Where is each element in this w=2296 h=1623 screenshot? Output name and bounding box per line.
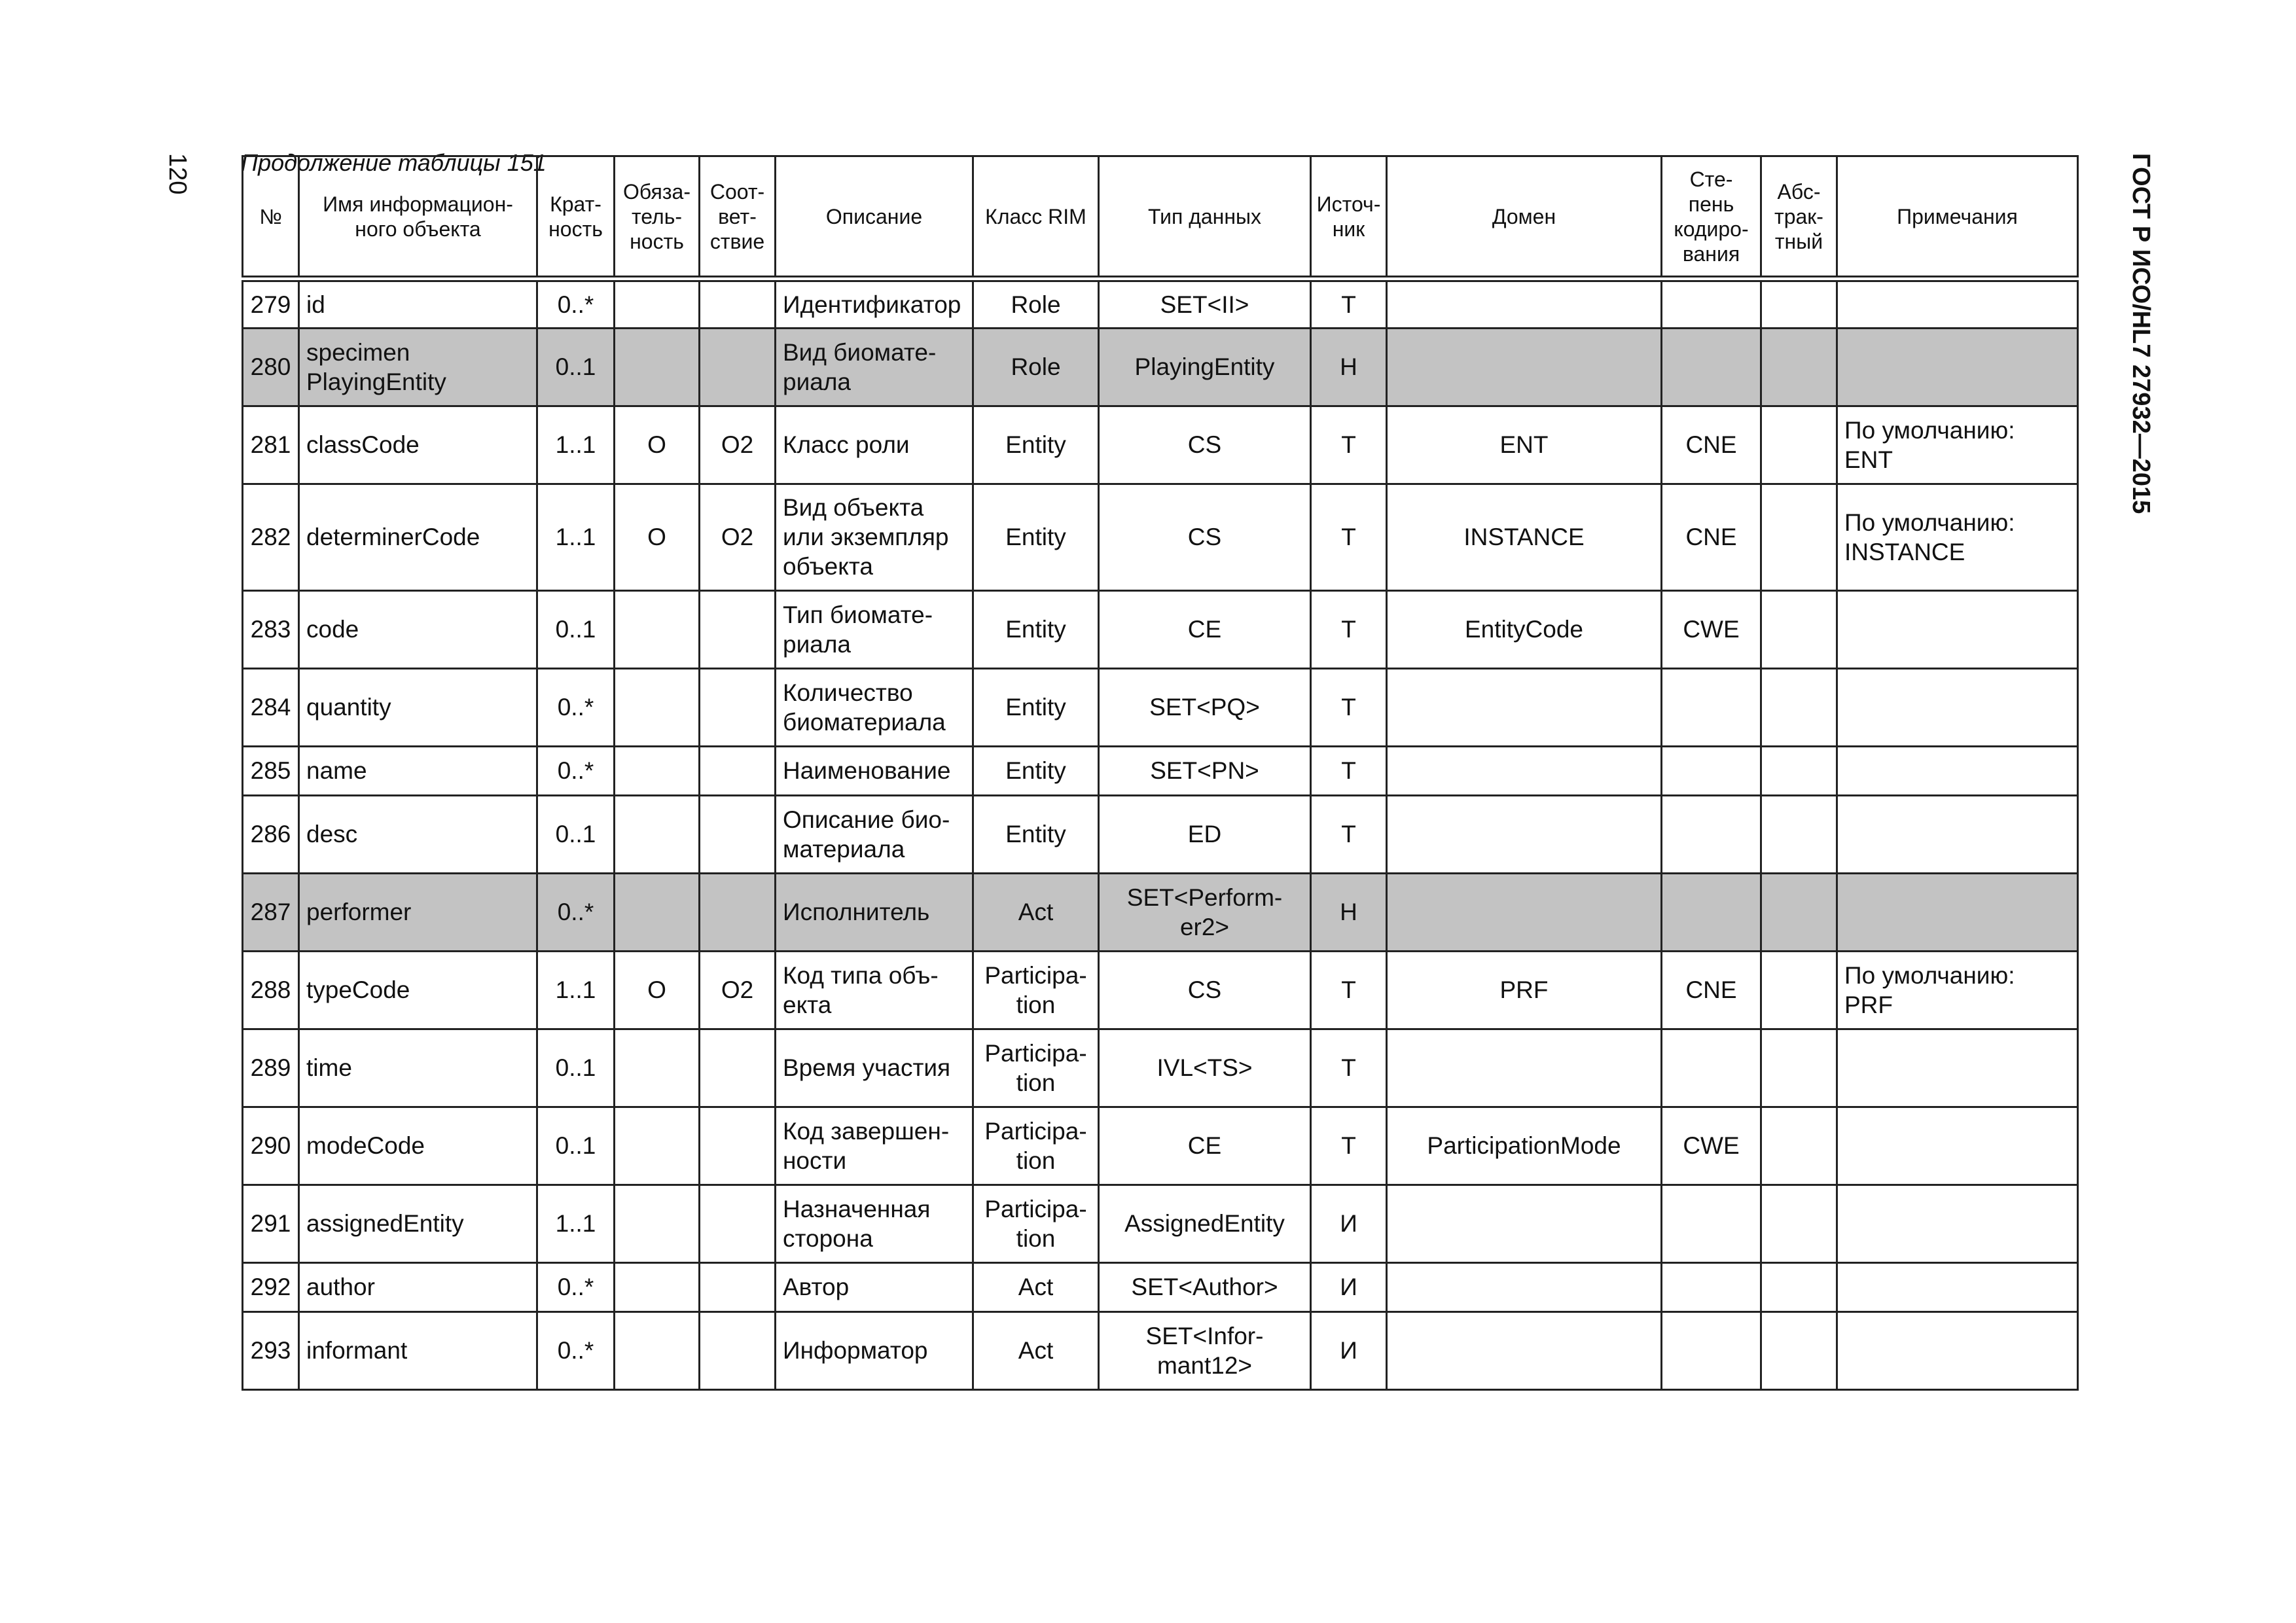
cell-data-type: SET<Perform- er2> (1099, 873, 1311, 951)
cell-rim-class: Role (973, 328, 1099, 406)
cell-abstract (1761, 951, 1837, 1029)
cell-number: 293 (243, 1311, 299, 1389)
cell-number: 290 (243, 1107, 299, 1185)
cell-number: 289 (243, 1029, 299, 1107)
cell-mandatory: О (615, 406, 700, 484)
cell-number: 287 (243, 873, 299, 951)
cell-rim-class: Participa- tion (973, 1029, 1099, 1107)
cell-abstract (1761, 746, 1837, 795)
cell-coding-strength (1662, 1185, 1761, 1262)
cell-rim-class: Entity (973, 795, 1099, 873)
cell-notes (1837, 590, 2078, 668)
cell-description: Назначенная сторона (776, 1185, 973, 1262)
cell-rim-class: Entity (973, 406, 1099, 484)
cell-coding-strength (1662, 668, 1761, 746)
cell-object-name: desc (299, 795, 537, 873)
table-row (243, 1311, 2078, 1389)
cell-source: Т (1311, 951, 1387, 1029)
cell-object-name: author (299, 1262, 537, 1311)
cell-coding-strength: CWE (1662, 1107, 1761, 1185)
cell-number: 281 (243, 406, 299, 484)
cell-source: Т (1311, 795, 1387, 873)
cell-notes (1837, 279, 2078, 328)
cell-multiplicity: 0..* (537, 668, 615, 746)
table-row (243, 328, 2078, 406)
header-object-name: Имя информацион- ного объекта (299, 156, 537, 279)
cell-domain (1387, 1185, 1662, 1262)
cell-data-type: SET<Infor- mant12> (1099, 1311, 1311, 1389)
cell-coding-strength (1662, 1311, 1761, 1389)
cell-source: Т (1311, 1029, 1387, 1107)
cell-description: Класс роли (776, 406, 973, 484)
cell-conformance (700, 873, 776, 951)
cell-domain: PRF (1387, 951, 1662, 1029)
cell-coding-strength (1662, 795, 1761, 873)
cell-number: 283 (243, 590, 299, 668)
cell-data-type: CS (1099, 484, 1311, 590)
cell-source: Т (1311, 746, 1387, 795)
header-conformance: Соот- вет- ствие (700, 156, 776, 279)
cell-rim-class: Entity (973, 590, 1099, 668)
cell-multiplicity: 0..1 (537, 328, 615, 406)
cell-data-type: IVL<TS> (1099, 1029, 1311, 1107)
cell-object-name: determinerCode (299, 484, 537, 590)
cell-conformance (700, 1262, 776, 1311)
cell-notes: По умолчанию: INSTANCE (1837, 484, 2078, 590)
cell-data-type: SET<PN> (1099, 746, 1311, 795)
cell-conformance: О2 (700, 951, 776, 1029)
cell-coding-strength (1662, 279, 1761, 328)
cell-multiplicity: 0..* (537, 746, 615, 795)
cell-source: Т (1311, 590, 1387, 668)
cell-source: Т (1311, 406, 1387, 484)
cell-mandatory: О (615, 951, 700, 1029)
cell-rim-class: Act (973, 873, 1099, 951)
cell-source: И (1311, 1262, 1387, 1311)
cell-object-name: quantity (299, 668, 537, 746)
cell-notes (1837, 873, 2078, 951)
cell-domain: ENT (1387, 406, 1662, 484)
cell-multiplicity: 0..1 (537, 1107, 615, 1185)
cell-multiplicity: 0..* (537, 1311, 615, 1389)
cell-number: 286 (243, 795, 299, 873)
cell-mandatory (615, 590, 700, 668)
cell-notes (1837, 795, 2078, 873)
table-row (243, 795, 2078, 873)
cell-object-name: classCode (299, 406, 537, 484)
cell-mandatory (615, 1107, 700, 1185)
cell-source: И (1311, 1311, 1387, 1389)
cell-description: Исполнитель (776, 873, 973, 951)
cell-multiplicity: 0..1 (537, 1029, 615, 1107)
cell-data-type: CE (1099, 1107, 1311, 1185)
cell-coding-strength: CWE (1662, 590, 1761, 668)
table-body (243, 279, 2078, 1389)
cell-domain (1387, 795, 1662, 873)
table-row (243, 746, 2078, 795)
cell-mandatory (615, 668, 700, 746)
cell-abstract (1761, 1185, 1837, 1262)
cell-rim-class: Participa- tion (973, 1185, 1099, 1262)
cell-source: Т (1311, 279, 1387, 328)
cell-domain (1387, 279, 1662, 328)
cell-abstract (1761, 1262, 1837, 1311)
cell-conformance (700, 1185, 776, 1262)
header-abstract: Абс- трак- тный (1761, 156, 1837, 279)
cell-notes (1837, 328, 2078, 406)
cell-source: Т (1311, 668, 1387, 746)
cell-domain (1387, 1262, 1662, 1311)
cell-source: Н (1311, 873, 1387, 951)
cell-mandatory (615, 1185, 700, 1262)
cell-conformance (700, 1029, 776, 1107)
cell-multiplicity: 1..1 (537, 484, 615, 590)
table-row (243, 1262, 2078, 1311)
cell-number: 282 (243, 484, 299, 590)
cell-data-type: CS (1099, 951, 1311, 1029)
cell-domain (1387, 1029, 1662, 1107)
table-row (243, 484, 2078, 590)
cell-mandatory (615, 1029, 700, 1107)
cell-description: Тип биомате- риала (776, 590, 973, 668)
table-row (243, 1029, 2078, 1107)
cell-abstract (1761, 795, 1837, 873)
cell-abstract (1761, 328, 1837, 406)
cell-description: Время участия (776, 1029, 973, 1107)
cell-coding-strength: CNE (1662, 951, 1761, 1029)
cell-description: Код типа объ- екта (776, 951, 973, 1029)
cell-coding-strength (1662, 873, 1761, 951)
cell-data-type: PlayingEntity (1099, 328, 1311, 406)
table-row (243, 1107, 2078, 1185)
cell-domain: ParticipationMode (1387, 1107, 1662, 1185)
cell-description: Код завершен- ности (776, 1107, 973, 1185)
cell-data-type: AssignedEntity (1099, 1185, 1311, 1262)
cell-conformance (700, 1311, 776, 1389)
cell-coding-strength (1662, 746, 1761, 795)
cell-coding-strength: CNE (1662, 406, 1761, 484)
table-row (243, 668, 2078, 746)
cell-abstract (1761, 1107, 1837, 1185)
cell-abstract (1761, 406, 1837, 484)
table-row (243, 951, 2078, 1029)
cell-mandatory (615, 1311, 700, 1389)
cell-source: Т (1311, 1107, 1387, 1185)
cell-number: 284 (243, 668, 299, 746)
header-rim-class: Класс RIM (973, 156, 1099, 279)
cell-mandatory: О (615, 484, 700, 590)
cell-mandatory (615, 873, 700, 951)
cell-rim-class: Act (973, 1311, 1099, 1389)
header-source: Источ- ник (1311, 156, 1387, 279)
cell-domain (1387, 1311, 1662, 1389)
cell-coding-strength: CNE (1662, 484, 1761, 590)
cell-number: 279 (243, 279, 299, 328)
cell-domain (1387, 873, 1662, 951)
cell-rim-class: Entity (973, 668, 1099, 746)
cell-object-name: informant (299, 1311, 537, 1389)
cell-object-name: code (299, 590, 537, 668)
cell-notes (1837, 1107, 2078, 1185)
cell-notes: По умолчанию: ENT (1837, 406, 2078, 484)
cell-abstract (1761, 1029, 1837, 1107)
cell-source: И (1311, 1185, 1387, 1262)
cell-multiplicity: 0..* (537, 873, 615, 951)
standard-title: ГОСТ Р ИСО/HL7 27932—2015 (2127, 153, 2155, 514)
cell-abstract (1761, 279, 1837, 328)
cell-rim-class: Act (973, 1262, 1099, 1311)
cell-domain (1387, 328, 1662, 406)
cell-coding-strength (1662, 328, 1761, 406)
table-continuation-caption: Продолжение таблицы 151 (241, 149, 547, 176)
cell-data-type: SET<Author> (1099, 1262, 1311, 1311)
header-mandatory: Обяза- тель- ность (615, 156, 700, 279)
cell-multiplicity: 0..1 (537, 795, 615, 873)
cell-notes (1837, 1029, 2078, 1107)
cell-object-name: time (299, 1029, 537, 1107)
cell-description: Информатор (776, 1311, 973, 1389)
cell-object-name: modeCode (299, 1107, 537, 1185)
cell-description: Вид объекта или экземпляр объекта (776, 484, 973, 590)
cell-rim-class: Entity (973, 484, 1099, 590)
cell-multiplicity: 0..* (537, 1262, 615, 1311)
cell-coding-strength (1662, 1029, 1761, 1107)
cell-conformance: О2 (700, 406, 776, 484)
cell-object-name: assignedEntity (299, 1185, 537, 1262)
cell-multiplicity: 1..1 (537, 1185, 615, 1262)
cell-notes (1837, 746, 2078, 795)
cell-multiplicity: 0..* (537, 279, 615, 328)
page-number: 120 (164, 153, 191, 195)
cell-rim-class: Entity (973, 746, 1099, 795)
cell-description: Идентификатор (776, 279, 973, 328)
cell-rim-class: Role (973, 279, 1099, 328)
cell-mandatory (615, 746, 700, 795)
cell-domain (1387, 668, 1662, 746)
cell-conformance (700, 1107, 776, 1185)
cell-abstract (1761, 590, 1837, 668)
specification-table (242, 155, 2079, 1391)
cell-data-type: CE (1099, 590, 1311, 668)
cell-number: 280 (243, 328, 299, 406)
cell-abstract (1761, 484, 1837, 590)
table-row (243, 1185, 2078, 1262)
cell-mandatory (615, 328, 700, 406)
cell-object-name: performer (299, 873, 537, 951)
cell-conformance (700, 279, 776, 328)
cell-description: Количество биоматериала (776, 668, 973, 746)
cell-coding-strength (1662, 1262, 1761, 1311)
header-data-type: Тип данных (1099, 156, 1311, 279)
cell-description: Автор (776, 1262, 973, 1311)
cell-description: Наименование (776, 746, 973, 795)
cell-data-type: SET<II> (1099, 279, 1311, 328)
cell-abstract (1761, 668, 1837, 746)
table-row (243, 873, 2078, 951)
cell-notes (1837, 1185, 2078, 1262)
table-header-row (243, 156, 2078, 279)
cell-description: Вид биомате- риала (776, 328, 973, 406)
cell-mandatory (615, 795, 700, 873)
cell-multiplicity: 1..1 (537, 406, 615, 484)
cell-domain (1387, 746, 1662, 795)
cell-rim-class: Participa- tion (973, 1107, 1099, 1185)
cell-number: 288 (243, 951, 299, 1029)
cell-multiplicity: 1..1 (537, 951, 615, 1029)
cell-abstract (1761, 873, 1837, 951)
cell-data-type: ED (1099, 795, 1311, 873)
cell-conformance (700, 746, 776, 795)
cell-source: Т (1311, 484, 1387, 590)
cell-conformance (700, 590, 776, 668)
cell-domain: EntityCode (1387, 590, 1662, 668)
cell-data-type: SET<PQ> (1099, 668, 1311, 746)
cell-description: Описание био- материала (776, 795, 973, 873)
cell-notes (1837, 668, 2078, 746)
header-number: № (243, 156, 299, 279)
cell-rim-class: Participa- tion (973, 951, 1099, 1029)
table-row (243, 279, 2078, 328)
table-row (243, 590, 2078, 668)
header-multiplicity: Крат- ность (537, 156, 615, 279)
cell-mandatory (615, 279, 700, 328)
cell-conformance (700, 668, 776, 746)
cell-notes (1837, 1311, 2078, 1389)
cell-number: 291 (243, 1185, 299, 1262)
cell-abstract (1761, 1311, 1837, 1389)
cell-object-name: specimen PlayingEntity (299, 328, 537, 406)
cell-number: 285 (243, 746, 299, 795)
cell-object-name: name (299, 746, 537, 795)
cell-data-type: CS (1099, 406, 1311, 484)
cell-object-name: typeCode (299, 951, 537, 1029)
cell-object-name: id (299, 279, 537, 328)
header-domain: Домен (1387, 156, 1662, 279)
cell-conformance (700, 795, 776, 873)
header-description: Описание (776, 156, 973, 279)
cell-conformance (700, 328, 776, 406)
cell-number: 292 (243, 1262, 299, 1311)
cell-notes (1837, 1262, 2078, 1311)
cell-notes: По умолчанию: PRF (1837, 951, 2078, 1029)
cell-conformance: О2 (700, 484, 776, 590)
table-row (243, 406, 2078, 484)
cell-source: Н (1311, 328, 1387, 406)
cell-multiplicity: 0..1 (537, 590, 615, 668)
cell-domain: INSTANCE (1387, 484, 1662, 590)
header-notes: Примечания (1837, 156, 2078, 279)
cell-mandatory (615, 1262, 700, 1311)
header-coding-strength: Сте- пень кодиро- вания (1662, 156, 1761, 279)
